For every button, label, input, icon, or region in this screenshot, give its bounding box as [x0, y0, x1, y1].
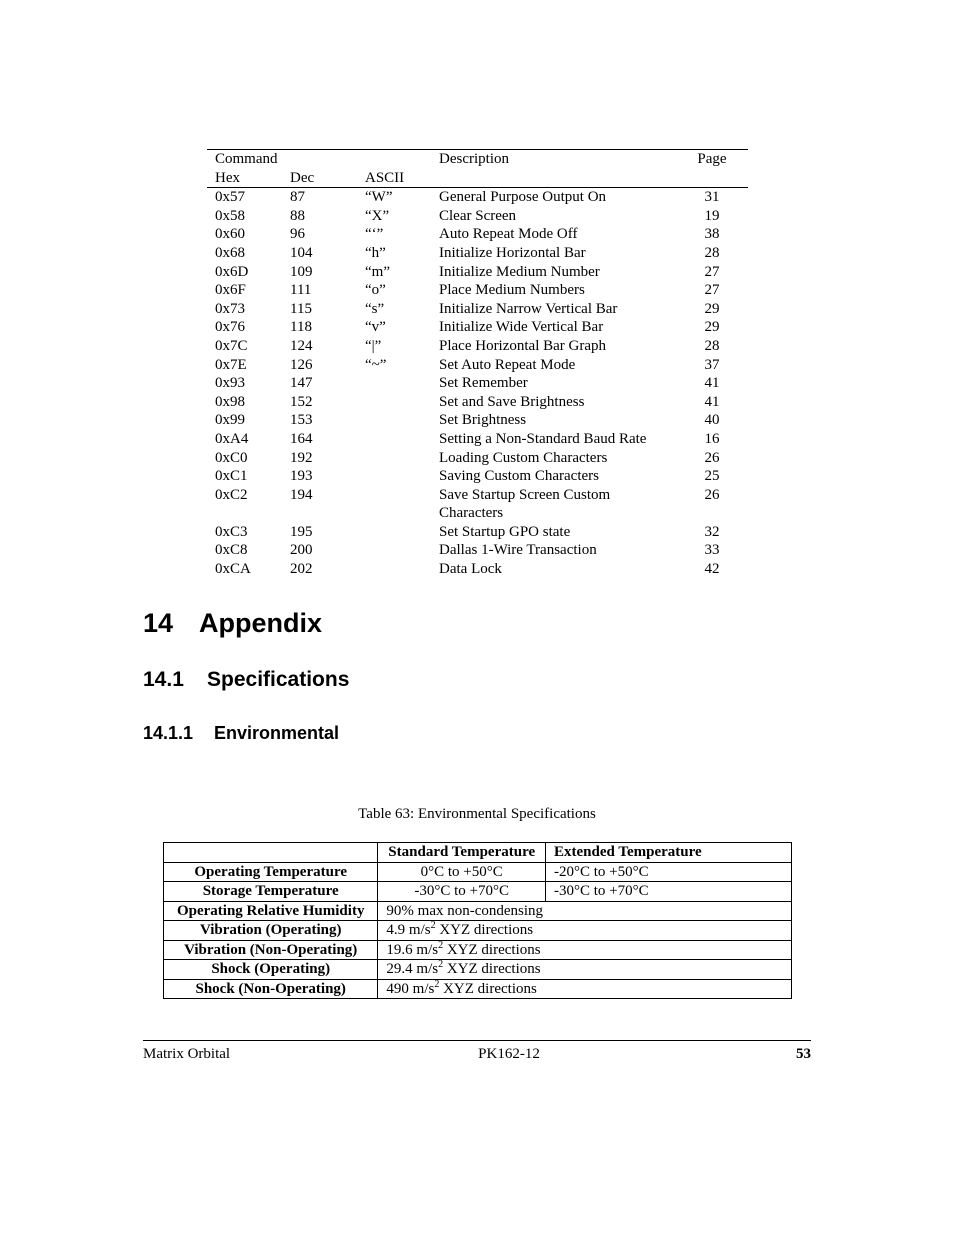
unit-exponent: 2	[430, 920, 436, 932]
cell-ascii: “h”	[365, 244, 386, 261]
footer-company: Matrix Orbital	[143, 1046, 231, 1062]
row-label: Shock (Operating)	[164, 960, 378, 980]
cell-hex: 0xA4	[215, 430, 249, 447]
cell-page: 26	[704, 486, 720, 503]
command-row	[207, 486, 748, 505]
env-table-header-row	[164, 843, 792, 863]
section-number: 14	[143, 608, 174, 638]
cell-hex: 0xC0	[215, 449, 248, 466]
command-row	[207, 356, 748, 375]
cell-dec: 194	[290, 486, 313, 503]
footer-divider	[143, 1040, 811, 1041]
spec-value	[378, 960, 792, 980]
cell-page: 27	[704, 282, 720, 299]
command-row	[207, 281, 748, 300]
header-blank-cell	[164, 843, 378, 863]
cell-dec: 88	[290, 207, 305, 224]
cell-dec: 96	[290, 226, 305, 243]
cell-description: Data Lock	[439, 561, 502, 578]
command-row	[207, 207, 748, 226]
cell-dec: 118	[290, 319, 312, 336]
cell-hex: 0x6F	[215, 282, 246, 299]
cell-page: 25	[704, 468, 720, 485]
spec-value-suffix: XYZ directions	[443, 961, 541, 978]
cell-description: Set and Save Brightness	[439, 393, 585, 410]
command-table-header-row-2	[207, 169, 748, 189]
cell-hex: 0x57	[215, 189, 245, 206]
standard-temperature-value: 0°C to +50°C	[378, 862, 546, 882]
row-label: Vibration (Non-Operating)	[164, 940, 378, 960]
command-row	[207, 263, 748, 282]
row-label: Operating Relative Humidity	[164, 901, 378, 921]
command-row	[207, 541, 748, 560]
spec-value	[378, 921, 792, 941]
env-spec-row	[164, 960, 792, 980]
cell-description: Setting a Non-Standard Baud Rate	[439, 430, 647, 447]
row-label: Operating Temperature	[164, 862, 378, 882]
cell-ascii: “v”	[365, 319, 386, 336]
unit-exponent: 2	[434, 978, 440, 990]
cell-dec: 193	[290, 468, 313, 485]
subsubsection-heading-environmental	[143, 723, 339, 744]
cell-dec: 124	[290, 337, 313, 354]
cell-description: Clear Screen	[439, 207, 517, 224]
header-hex: Hex	[215, 169, 240, 186]
page-number: 53	[796, 1046, 811, 1062]
cell-ascii: “W”	[365, 189, 393, 206]
env-table-body	[164, 862, 792, 999]
header-command: Command	[215, 151, 278, 167]
cell-description: Place Horizontal Bar Graph	[439, 337, 607, 354]
command-row	[207, 467, 748, 486]
cell-hex: 0x68	[215, 244, 245, 261]
cell-description: Initialize Horizontal Bar	[439, 244, 586, 261]
command-row	[207, 337, 748, 356]
section-heading-appendix	[143, 608, 322, 639]
cell-dec: 115	[290, 300, 312, 317]
cell-page: 37	[704, 356, 720, 373]
cell-description: Dallas 1-Wire Transaction	[439, 542, 597, 559]
cell-dec: 202	[290, 561, 313, 578]
cell-page: 41	[704, 393, 720, 410]
header-dec: Dec	[290, 169, 315, 186]
cell-page: 19	[704, 207, 720, 224]
cell-description: Auto Repeat Mode Off	[439, 226, 578, 243]
cell-ascii: “|”	[365, 337, 382, 354]
unit-exponent: 2	[438, 939, 444, 951]
spec-value-main: 90% max non-condensing	[386, 902, 544, 919]
cell-hex: 0x76	[215, 319, 245, 336]
cell-hex: 0xC2	[215, 486, 248, 503]
env-temp-row	[164, 862, 792, 882]
environmental-spec-table	[163, 842, 792, 999]
spec-value-main: 29.4 m/s	[386, 961, 439, 978]
cell-page: 29	[704, 319, 720, 336]
cell-dec: 147	[290, 375, 313, 392]
header-ascii: ASCII	[365, 169, 405, 186]
cell-ascii: “‘”	[365, 226, 384, 243]
cell-hex: 0x98	[215, 393, 245, 410]
subsection-title: Specifications	[207, 668, 350, 691]
subsubsection-title: Environmental	[214, 723, 340, 743]
cell-page: 29	[704, 300, 720, 317]
cell-hex: 0xCA	[215, 561, 251, 578]
cell-dec: 192	[290, 449, 313, 466]
cell-ascii: “m”	[365, 263, 390, 280]
command-row	[207, 318, 748, 337]
standard-temperature-value: -30°C to +70°C	[378, 882, 546, 902]
cell-ascii: “o”	[365, 282, 386, 299]
env-spec-row	[164, 979, 792, 999]
row-label: Vibration (Operating)	[164, 921, 378, 941]
cell-dec: 152	[290, 393, 313, 410]
env-spec-row	[164, 940, 792, 960]
spec-value-main: 4.9 m/s	[386, 922, 431, 939]
cell-page: 16	[704, 430, 720, 447]
cell-ascii: “~”	[365, 356, 387, 373]
cell-page: 32	[704, 523, 720, 540]
spec-value-suffix: XYZ directions	[439, 980, 537, 997]
cell-page: 33	[704, 542, 720, 559]
header-standard-temperature: Standard Temperature	[378, 843, 546, 863]
section-title: Appendix	[199, 608, 323, 638]
cell-page: 41	[704, 375, 720, 392]
header-extended-temperature: Extended Temperature	[546, 843, 792, 863]
command-row	[207, 374, 748, 393]
cell-dec: 104	[290, 244, 313, 261]
cell-description: Saving Custom Characters	[439, 468, 599, 485]
command-row	[207, 411, 748, 430]
spec-value	[378, 901, 792, 921]
command-table-body	[207, 188, 748, 578]
cell-dec: 153	[290, 412, 313, 429]
cell-description: Initialize Medium Number	[439, 263, 600, 280]
cell-description: Loading Custom Characters	[439, 449, 608, 466]
command-row	[207, 449, 748, 468]
cell-hex: 0x99	[215, 412, 245, 429]
cell-hex: 0xC3	[215, 523, 248, 540]
subsubsection-number: 14.1.1	[143, 723, 194, 743]
env-temp-row	[164, 882, 792, 902]
header-description: Description	[439, 151, 509, 167]
spec-value-main: 490 m/s	[386, 980, 435, 997]
cell-hex: 0x7E	[215, 356, 247, 373]
cell-dec: 126	[290, 356, 313, 373]
command-row	[207, 225, 748, 244]
cell-hex: 0x6D	[215, 263, 249, 280]
table-caption: Table 63: Environmental Specifications	[358, 806, 596, 822]
row-label: Shock (Non-Operating)	[164, 979, 378, 999]
cell-dec: 195	[290, 523, 313, 540]
subsection-number: 14.1	[143, 668, 184, 691]
env-spec-row	[164, 921, 792, 941]
cell-dec: 111	[290, 282, 312, 299]
spec-value-suffix: XYZ directions	[435, 922, 534, 939]
spec-value	[378, 979, 792, 999]
cell-description: Set Remember	[439, 375, 528, 392]
cell-description: Save Startup Screen Custom	[439, 486, 611, 503]
command-row	[207, 393, 748, 412]
subsection-heading-specifications	[143, 668, 349, 692]
command-row-continuation	[207, 504, 748, 523]
cell-description: Set Auto Repeat Mode	[439, 356, 576, 373]
cell-hex: 0xC1	[215, 468, 248, 485]
cell-page: 40	[704, 412, 720, 429]
cell-dec: 109	[290, 263, 313, 280]
cell-hex: 0x73	[215, 300, 245, 317]
cell-hex: 0x58	[215, 207, 245, 224]
env-spec-row	[164, 901, 792, 921]
cell-description: Initialize Narrow Vertical Bar	[439, 300, 618, 317]
command-row	[207, 523, 748, 542]
cell-description: Place Medium Numbers	[439, 282, 585, 299]
header-page: Page	[697, 151, 727, 167]
command-row	[207, 300, 748, 319]
cell-description: Initialize Wide Vertical Bar	[439, 319, 604, 336]
command-row	[207, 430, 748, 449]
cell-page: 27	[704, 263, 720, 280]
cell-hex: 0x93	[215, 375, 245, 392]
command-table-header-row-1	[207, 150, 748, 169]
cell-description: Set Brightness	[439, 412, 527, 429]
command-table	[207, 149, 748, 579]
cell-page: 42	[704, 561, 720, 578]
command-row	[207, 244, 748, 263]
extended-temperature-value: -20°C to +50°C	[546, 862, 792, 882]
cell-hex: 0x7C	[215, 337, 248, 354]
cell-hex: 0xC8	[215, 542, 248, 559]
cell-ascii: “X”	[365, 207, 390, 224]
cell-page: 31	[704, 189, 720, 206]
footer-model: PK162-12	[478, 1046, 540, 1062]
cell-page: 38	[704, 226, 720, 243]
cell-dec: 200	[290, 542, 313, 559]
cell-dec: 164	[290, 430, 313, 447]
row-label: Storage Temperature	[164, 882, 378, 902]
cell-page: 28	[704, 244, 720, 261]
cell-ascii: “s”	[365, 300, 385, 317]
spec-value	[378, 940, 792, 960]
cell-dec: 87	[290, 189, 305, 206]
spec-value-suffix: XYZ directions	[443, 941, 541, 958]
spec-value-main: 19.6 m/s	[386, 941, 439, 958]
cell-page: 28	[704, 337, 720, 354]
cell-hex: 0x60	[215, 226, 245, 243]
command-row	[207, 188, 748, 207]
cell-description: General Purpose Output On	[439, 189, 607, 206]
extended-temperature-value: -30°C to +70°C	[546, 882, 792, 902]
cell-description: Set Startup GPO state	[439, 523, 571, 540]
cell-page: 26	[704, 449, 720, 466]
command-row	[207, 560, 748, 579]
unit-exponent: 2	[438, 959, 444, 971]
cell-description-continuation: Characters	[439, 505, 504, 522]
